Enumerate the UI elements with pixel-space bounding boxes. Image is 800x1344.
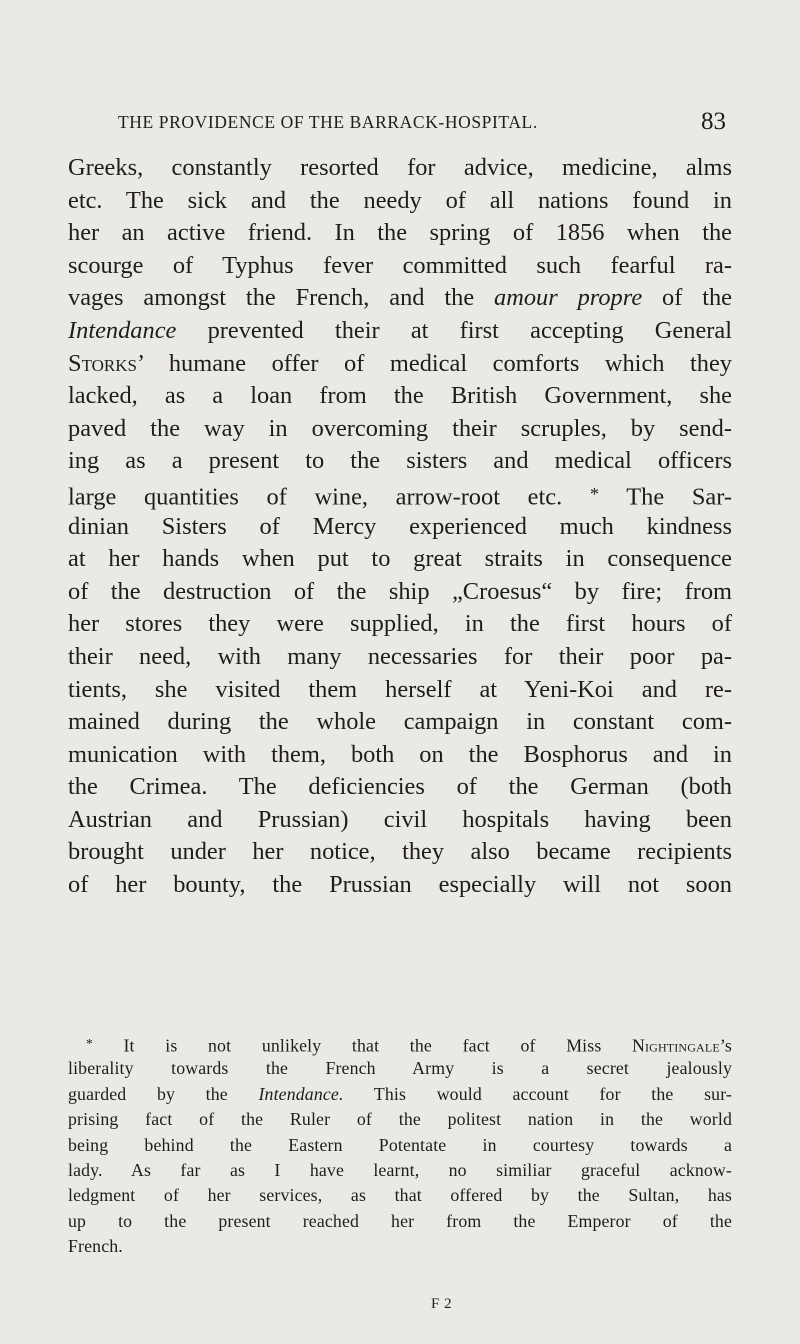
footnote-line (68, 1031, 732, 1056)
page-number: 83 (701, 108, 726, 135)
body-line: paved the way in overcoming their scruples, by send- (68, 414, 732, 442)
body-line: her stores they were supplied, in the first hours of (68, 610, 732, 638)
body-line: tients, she visited them herself at Yeni-Koi and re- (68, 675, 732, 703)
body-line (68, 478, 732, 511)
body-text-segment: vages amongst the French, and the (68, 284, 495, 312)
body-line: Austrian and Prussian) civil hospitals having been (68, 805, 732, 833)
body-text-segment: The Sar- (599, 483, 733, 511)
body-line: their need, with many necessaries for their poor pa- (68, 642, 732, 670)
body-line (68, 282, 732, 315)
footnote-text-segment: ’s (719, 1035, 732, 1056)
footnote-text-segment: It is not unlikely that the fact of Miss (92, 1035, 633, 1056)
footnote-line: lady. As far as I have learnt, no similiar graceful acknow- (68, 1159, 732, 1180)
running-head (118, 108, 726, 136)
signature-mark: F 2 (431, 1296, 453, 1312)
footnote-line: up to the present reached her from the Emperor of the (68, 1210, 732, 1231)
footnote-line: being behind the Eastern Potentate in courtesy towards a (68, 1134, 732, 1155)
body-text-segment: of the (642, 284, 732, 312)
footnote-marker: * (589, 483, 600, 504)
body-line: of her bounty, the Prussian especially will not soon (68, 871, 732, 899)
footnote-line: liberality towards the French Army is a secret jealously (68, 1058, 732, 1079)
footnote-line: prising fact of the Ruler of the politest nation in the world (68, 1109, 732, 1130)
body-line: mained during the whole campaign in constant com- (68, 708, 732, 736)
body-text-segment: ’ humane offer of medical comforts which they (137, 349, 732, 377)
italic-phrase: Intendance. (258, 1083, 344, 1104)
small-caps-name: Storks (68, 349, 137, 377)
footnote-text-segment: guarded by the (68, 1083, 259, 1104)
italic-phrase: Intendance (68, 316, 177, 344)
body-line: her an active friend. In the spring of 1856 when the (68, 219, 732, 247)
footnote-marker: * (86, 1036, 93, 1051)
body-line: etc. The sick and the needy of all nations found in (68, 186, 732, 214)
footnote-text-segment: This would account for the sur- (343, 1083, 732, 1104)
footnote-line: French. (68, 1236, 123, 1257)
body-line: scourge of Typhus fever committed such fearful ra- (68, 251, 732, 279)
body-line: at her hands when put to great straits in consequence (68, 545, 732, 573)
italic-phrase: amour propre (494, 284, 643, 312)
body-text-segment: large quantities of wine, arrow-root etc. (68, 483, 590, 511)
body-text (68, 152, 732, 902)
body-line: of the destruction of the ship „Croesus“ by fire; from (68, 577, 732, 605)
body-line: munication with them, both on the Bosphorus and in (68, 740, 732, 768)
body-line: the Crimea. The deficiencies of the German (both (68, 773, 732, 801)
body-line: ing as a present to the sisters and medical officers (68, 447, 732, 475)
body-line: brought under her notice, they also became recipients (68, 838, 732, 866)
body-line (68, 348, 732, 381)
body-text-segment: prevented their at first accepting General (176, 316, 732, 344)
small-caps-name: Nightingale (632, 1035, 720, 1056)
footnote (68, 1031, 732, 1260)
running-title: THE PROVIDENCE OF THE BARRACK-HOSPITAL. (118, 112, 538, 132)
body-line: lacked, as a loan from the British Government, she (68, 382, 732, 410)
footnote-line (68, 1082, 732, 1107)
footnote-line: ledgment of her services, as that offered by the Sultan, has (68, 1185, 732, 1206)
body-line: Greeks, constantly resorted for advice, medicine, alms (68, 154, 732, 181)
body-line (68, 315, 732, 348)
body-line: dinian Sisters of Mercy experienced much kindness (68, 512, 732, 540)
